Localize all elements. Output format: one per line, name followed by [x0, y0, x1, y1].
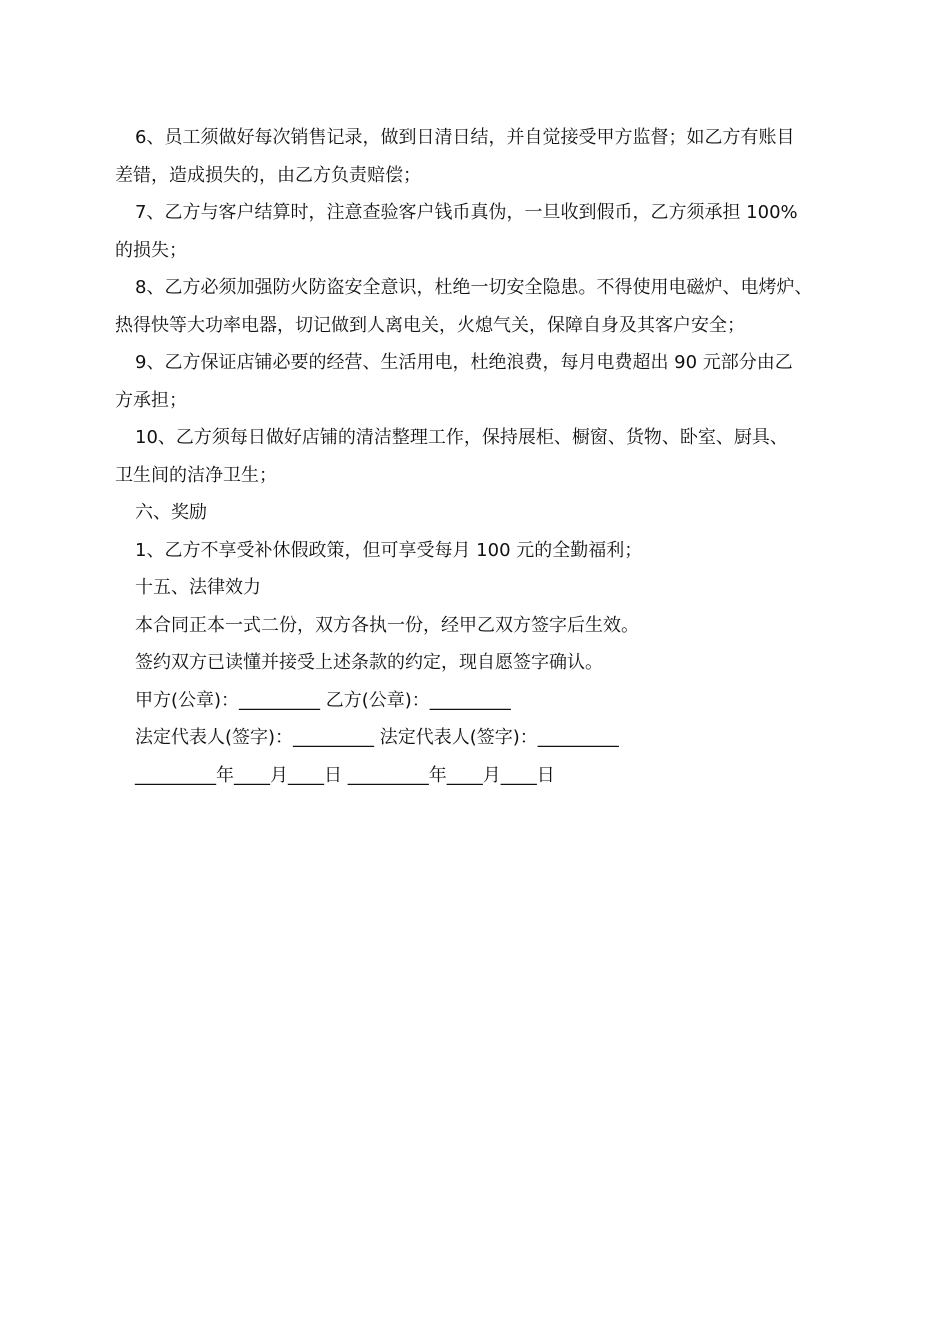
- signature-seal-line: 甲方(公章)：_________ 乙方(公章)：_________: [135, 689, 511, 711]
- clause-8-line-1: 8、乙方必须加强防火防盗安全意识，杜绝一切安全隐患。不得使用电磁炉、电烤炉、: [135, 277, 813, 298]
- clause-7-line-2: 的损失；: [115, 239, 187, 261]
- reward-item-1: 1、乙方不享受补休假政策，但可享受每月 100 元的全勤福利；: [135, 539, 643, 561]
- signature-date-line: _________年____月____日 _________年____月____日: [135, 764, 555, 786]
- clause-6-line-2: 差错，造成损失的，由乙方负责赔偿；: [115, 164, 421, 186]
- clause-10-line-2: 卫生间的洁净卫生；: [115, 464, 277, 486]
- clause-7-line-1: 7、乙方与客户结算时，注意查验客户钱币真伪，一旦收到假币，乙方须承担 100%: [135, 202, 798, 223]
- section-heading-legal: 十五、法律效力: [135, 577, 261, 598]
- clause-6-line-1: 6、员工须做好每次销售记录，做到日清日结，并自觉接受甲方监督；如乙方有账目: [135, 127, 795, 148]
- legal-line-1: 本合同正本一式二份，双方各执一份，经甲乙双方签字后生效。: [135, 614, 639, 636]
- section-heading-reward: 六、奖励: [135, 502, 207, 523]
- clause-8-line-2: 热得快等大功率电器，切记做到人离电关，火熄气关，保障自身及其客户安全；: [115, 314, 745, 336]
- signature-representative-line: 法定代表人(签字)：_________ 法定代表人(签字)：_________: [135, 727, 619, 748]
- clause-9-line-1: 9、乙方保证店铺必要的经营、生活用电，杜绝浪费，每月电费超出 90 元部分由乙: [135, 352, 793, 373]
- document-body: [115, 119, 840, 794]
- clause-9-line-2: 方承担；: [115, 389, 187, 411]
- clause-10-line-1: 10、乙方须每日做好店铺的清洁整理工作，保持展柜、橱窗、货物、卧室、厨具、: [135, 427, 788, 448]
- legal-line-2: 签约双方已读懂并接受上述条款的约定，现自愿签字确认。: [135, 652, 603, 673]
